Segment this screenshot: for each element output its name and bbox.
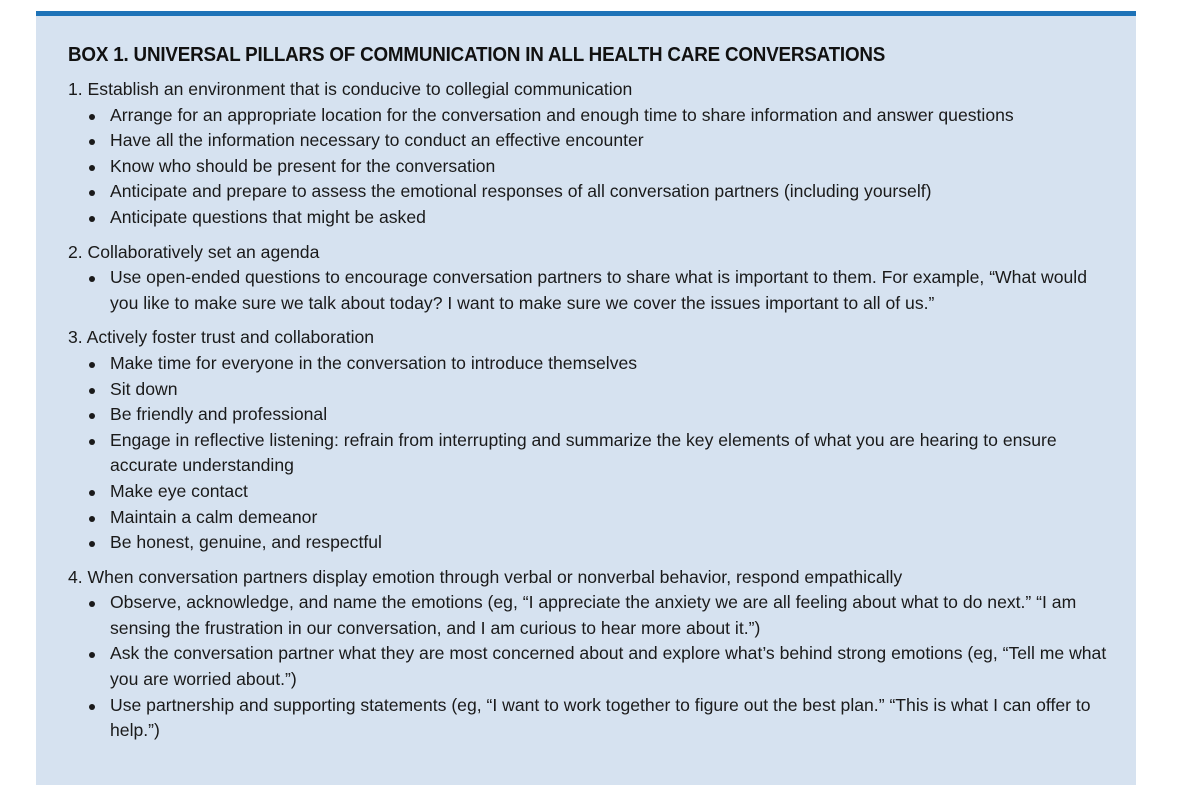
bullet-icon [89,190,95,196]
bullet-list [68,103,1112,231]
section-environment [68,77,1112,231]
bullet-icon [89,114,95,120]
section-agenda [68,240,1112,317]
list-item: Anticipate questions that might be asked [88,205,1112,231]
bullet-icon [89,601,95,607]
bullet-icon [89,652,95,658]
list-item: Know who should be present for the conversation [88,154,1112,180]
bullet-icon [89,216,95,222]
bullet-list [68,590,1112,744]
list-item: Make time for everyone in the conversation to introduce themselves [88,351,1112,377]
bullet-icon [89,362,95,368]
list-item: Use partnership and supporting statements (eg, “I want to work together to figure out the best plan.” “This is what I can offer to help.”) [88,693,1112,744]
bullet-list [68,265,1112,316]
bullet-icon [89,276,95,282]
bullet-icon [89,388,95,394]
list-item: Arrange for an appropriate location for the conversation and enough time to share information and answer questions [88,103,1112,129]
list-item: Be honest, genuine, and respectful [88,530,1112,556]
bullet-icon [89,139,95,145]
list-item: Sit down [88,377,1112,403]
section-heading: 1. Establish an environment that is conducive to collegial communication [68,79,633,99]
list-item: Use open-ended questions to encourage conversation partners to share what is important to them. For example, “What would you like to make sure we talk about today? I want to make sure we cover the issues important to all of us.” [88,265,1112,316]
list-item: Maintain a calm demeanor [88,505,1112,531]
list-item: Ask the conversation partner what they are most concerned about and explore what’s behind strong emotions (eg, “Tell me what you are worried about.”) [88,641,1112,692]
bullet-icon [89,541,95,547]
list-item: Anticipate and prepare to assess the emotional responses of all conversation partners (including yourself) [88,179,1112,205]
bullet-icon [89,413,95,419]
pillars-box [36,11,1136,785]
bullet-icon [89,516,95,522]
bullet-icon [89,439,95,445]
bullet-list [68,351,1112,556]
section-trust [68,325,1112,555]
list-item: Engage in reflective listening: refrain from interrupting and summarize the key elements of what you are hearing to ensure accurate understanding [88,428,1112,479]
bullet-icon [89,490,95,496]
section-heading: 4. When conversation partners display emotion through verbal or nonverbal behavior, respond empathically [68,566,903,587]
section-heading: 3. Actively foster trust and collaboration [68,327,375,348]
bullet-icon [89,165,95,171]
box-title: BOX 1. UNIVERSAL PILLARS OF COMMUNICATION IN ALL HEALTH CARE CONVERSATIONS [68,44,886,66]
list-item: Make eye contact [88,479,1112,505]
section-heading: 2. Collaboratively set an agenda [68,241,320,262]
section-empathy [68,565,1112,744]
list-item: Observe, acknowledge, and name the emotions (eg, “I appreciate the anxiety we are all feeling about what to do next.” “I am sensing the frustration in our conversation, and I am curious to hear more about it.”) [88,590,1112,641]
list-item: Be friendly and professional [88,402,1112,428]
list-item: Have all the information necessary to conduct an effective encounter [88,128,1112,154]
bullet-icon [89,704,95,710]
